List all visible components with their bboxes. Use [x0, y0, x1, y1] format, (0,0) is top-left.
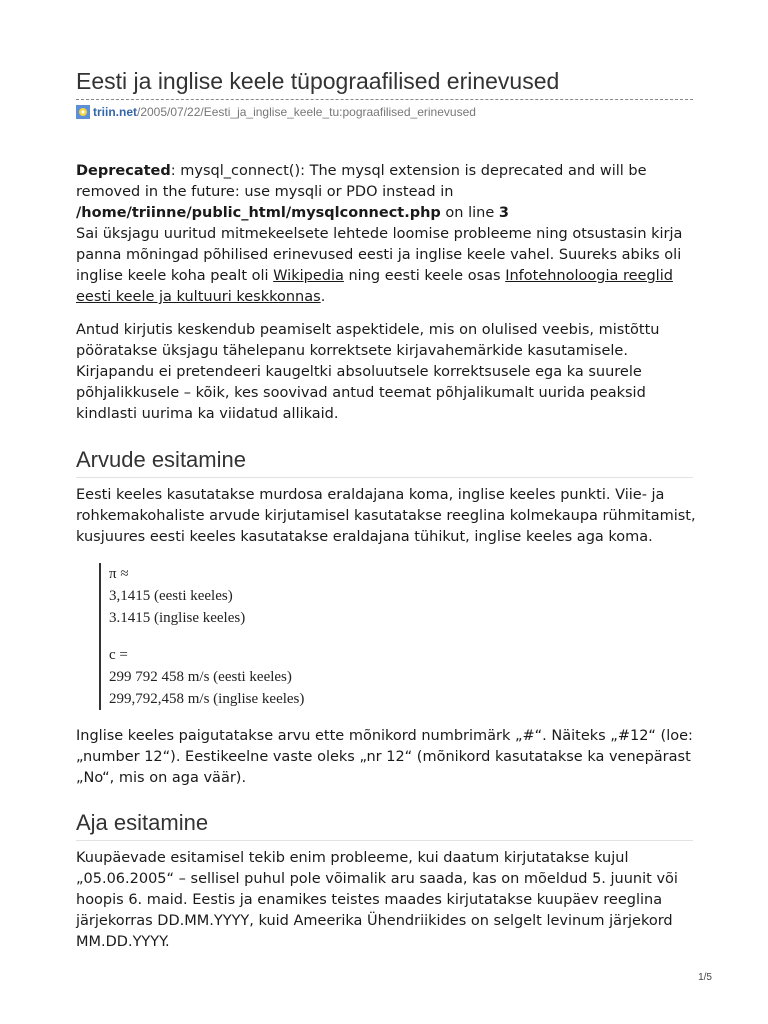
- source-path[interactable]: /2005/07/22/Eesti_ja_inglise_keele_tu:pograafilised_erinevused: [137, 105, 476, 119]
- source-domain[interactable]: triin.net: [93, 105, 137, 119]
- section-divider: [76, 840, 693, 841]
- source-url[interactable]: [76, 105, 476, 119]
- intro-paragraph-2: Antud kirjutis keskendub peamiselt aspektidele, mis on olulised veebis, mistõttu pööratakse üksjagu tähelepanu korrektsete kirjavahemärkide kasutamisele. Kirjapandu ei pretendeeri kaugeltki absoluutsele korrektsusele ega ka suurele põhjalikkusele – kõik, kes soovivad antud teemat põhjalikumalt uurida peaksid kindlasti uurima ka viidatud allikaid.: [76, 322, 660, 422]
- warning-line-number: 3: [498, 205, 509, 221]
- number-sign-paragraph: Inglise keeles paigutatakse arvu ette mõnikord numbrimärk „#“. Näiteks „#12“ (loe: „number 12“). Eestikeelne vaste oleks „nr 12“ (mõnikord kasutatakse ka venepärast „No“, mis on aga väär).: [76, 728, 693, 786]
- intro-paragraph: [76, 224, 696, 308]
- favicon-icon: [76, 105, 90, 119]
- page-number: 1/5: [698, 972, 712, 983]
- warning-line-text: on line: [440, 205, 499, 221]
- page-title: Eesti ja inglise keele tüpograafilised erinevused: [76, 68, 560, 94]
- pi-estonian: 3,1415 (eesti keeles): [109, 588, 233, 604]
- c-label: c =: [109, 647, 128, 663]
- pi-english: 3.1415 (inglise keeles): [109, 610, 246, 626]
- numbers-example-quote: [99, 563, 304, 710]
- section-divider: [76, 477, 693, 478]
- section-heading-numbers: Arvude esitamine: [76, 447, 246, 472]
- warning-text: : mysql_connect(): The mysql extension is deprecated and will be removed in the future: use mysqli or PDO instead in: [76, 163, 647, 200]
- pi-label: π ≈: [109, 566, 129, 582]
- section-heading-time: Aja esitamine: [76, 810, 209, 835]
- warning-label: Deprecated: [76, 163, 171, 179]
- intro-text-3: .: [320, 289, 326, 305]
- infotehnoloogia-link[interactable]: Infotehnoloogia reeglid eesti keele ja kultuuri keskkonnas: [76, 268, 673, 305]
- warning-path: /home/triinne/public_html/mysqlconnect.php: [76, 205, 441, 221]
- c-estonian: 299 792 458 m/s (eesti keeles): [109, 669, 292, 685]
- title-divider: [76, 99, 693, 100]
- c-english: 299,792,458 m/s (inglise keeles): [109, 691, 305, 707]
- deprecation-warning: [76, 161, 696, 224]
- numbers-paragraph: Eesti keeles kasutatakse murdosa eraldajana koma, inglise keeles punkti. Viie- ja rohkemakohaliste arvude kirjutamisel kasutatakse reeglina kolmekaupa rühmitamist, kusjuures eesti keeles kasutatakse eraldajana tühikut, inglise keeles aga koma.: [76, 487, 696, 545]
- intro-text: Sai üksjagu uuritud mitmekeelsete lehtede loomise probleeme ning otsustasin kirja panna mõningad põhilised erinevused eesti ja inglise keele vahel. Suureks abiks oli inglise keele koha pealt oli: [76, 226, 683, 284]
- time-paragraph: Kuupäevade esitamisel tekib enim probleeme, kui daatum kirjutatakse kujul „05.06.2005“ – sellisel puhul pole võimalik aru saada, kas on mõeldud 5. juunit või hoopis 6. maid. Eestis ja enamikes teistes maades kirjutatakse kuupäev reeglina järjekorras DD.MM.YYYY, kuid Ameerika Ühendriikides on selgelt levinum järjekord MM.DD.YYYY.: [76, 850, 678, 950]
- wikipedia-link[interactable]: Wikipedia: [273, 268, 344, 284]
- intro-text-2: ning eesti keele osas: [343, 268, 506, 284]
